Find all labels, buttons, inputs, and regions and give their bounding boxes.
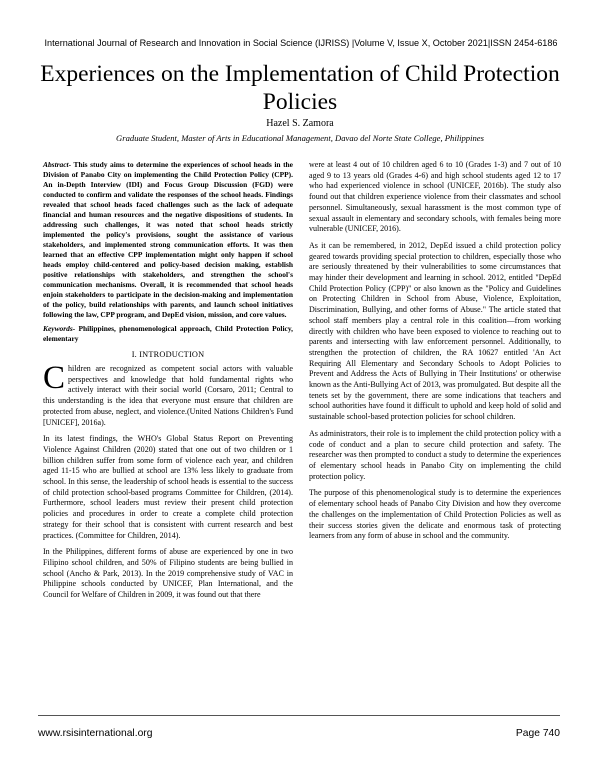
- author-affiliation: Graduate Student, Master of Arts in Educational Management, Davao del Norte State College, Philippines: [116, 133, 484, 143]
- footer-url-text[interactable]: www.rsisinternational.org: [38, 728, 153, 739]
- abstract-label: Abstract-: [43, 160, 72, 169]
- paper-title: Experiences on the Implementation of Child Protection Policies: [40, 61, 560, 115]
- intro-paragraph-7: The purpose of this phenomenological study is to determine the experiences of elementary school heads of Panabo City Division and how they overcome the challenges on the implementation of Child Protection Policies as well as their success stories given the delicate and enormous task of protecting learners from any form of abuse in school and the community.: [309, 488, 561, 541]
- intro-paragraph-5: As it can be remembered, in 2012, DepEd issued a child protection policy geared towards providing special protection to children, especially those who are seriously threatened by their vulnerabilities to some circumstances that may hinder their development and learning in school. 2012, entitled "DepEd Child Protection Policy (CPP)" or also known as the "Policy and Guidelines on Protecting Children in School from Abuse, Violence, Exploitation, Discrimination, Bullying, and other forms of Abuse." The article stated that school staff members play a central role in this coalition—from working directly with children who have been exposed to violence to reaching out to parents and intersecting with law enforcement personnel. Additionally, to strengthen the protection of children, the RA 10627 entitled 'An Act Requiring All Elementary and Secondary Schools to Adopt Policies to Prevent and Address the Acts of Bullying in Their Institutions' or otherwise known as the Anti-Bullying Act of 2013, was promulgated. But despite all the tenets set by the government, there are some indications that teachers and school authorities have found it difficult to uphold and keep hold of solid and sustainable school-based protection policies for school children.: [309, 240, 561, 422]
- keywords-label: Keywords-: [43, 324, 76, 333]
- keywords: [43, 324, 293, 344]
- intro-paragraph-2: In its latest findings, the WHO's Global Status Report on Preventing Violence Against Children (2020) stated that one out of two children or 1 billion children suffer from some form of violence each year, and children aged 11-15 who are bullied at school are 13% less likely to graduate from school. In this sense, the leadership of school heads is essential to the success of child protection school-based programs Committee for Children, (2014). Furthermore, school leaders must review their present child protection policies and procedures in order to create a complete child protection strategy for their school that is consistent with current research and best practices. (Committee for Children, 2014).: [43, 434, 293, 540]
- right-column: [309, 160, 561, 548]
- drop-cap: C: [43, 360, 66, 396]
- left-column: [43, 160, 293, 607]
- section-heading-introduction: I. INTRODUCTION: [131, 350, 205, 359]
- footer-website-link[interactable]: [38, 728, 152, 739]
- intro-paragraph-3: In the Philippines, different forms of abuse are experienced by one in two Filipino school children, and 50% of Filipino students are being bullied in school (Ancho & Park, 2013). In the 2019 comprehensive study of VAC in Philippine schools conducted by UNICEF, Plan International, and the Council for Welfare of Children in 2009, it was found out that there: [43, 547, 293, 600]
- abstract: [43, 160, 293, 320]
- footer-page-number: Page 740: [515, 728, 560, 739]
- intro-paragraph-1-text: hildren are recognized as competent social actors with valuable perspectives and knowledge that hold fundamental rights who actively interact with their social world (Corsaro, 2011; Central to this understanding is the idea that everyone must ensure that children are protected from abuse, neglect, and violence.(United Nations Children's Fund [UNICEF], 2016a).: [43, 364, 293, 427]
- intro-paragraph-6: As administrators, their role is to implement the child protection policy with a code of conduct and a plan to secure child protection and safety. The researcher was then prompted to conduct a study to determine the experiences of elementary school heads in Panabo City on implementing the child protection policy.: [309, 428, 561, 481]
- author-name: Hazel S. Zamora: [266, 118, 334, 129]
- keywords-text: Philippines, phenomenological approach, Child Protection Policy, elementary: [43, 324, 293, 343]
- footer-divider: [38, 715, 560, 716]
- journal-header: International Journal of Research and Innovation in Social Science (IJRISS) |Volume V, Issue X, October 2021|ISSN 2454-6186: [44, 38, 558, 48]
- abstract-text: This study aims to determine the experiences of school heads in the Division of Panabo City on implementing the Child Protection Policy (CPP). An in-Depth Interview (IDI) and Focus Group Discussion (FGD) were conducted to confirm and validate the responses of the school heads. Findings revealed that school heads faced challenges such as the lack of adequate financial and human resources and the negative dispositions of students. In addressing such challenges, it was noted that school heads strictly implemented the policy's provisions, sought the assistance of various stakeholders, and implemented strong communication efforts. It was then learned that an effective CPP implementation might only happen if school heads employ child-centered and policy-based decision making, establish positive relationships with stakeholders, and strengthen the school's communication mechanisms. Overall, it is recommended that school heads enjoin stakeholders to participate in the decision-making and implementation of the policy, build relationships with parents, and launch school initiatives following the law, CPP program, and DepEd vision, mission, and core values.: [43, 160, 293, 319]
- intro-paragraph-1: [43, 360, 293, 428]
- intro-paragraph-4: were at least 4 out of 10 children aged 6 to 10 (Grades 1-3) and 7 out of 10 aged 9 to 13 years old (Grades 4-6) and high school students aged 12 to 17 who had experienced violence in school (UNICEF, 2016b). The study also found out that children experience violence from their classmates and school personnel. Simultaneously, sexual harassment is the most common type of sexual assault in elementary and secondary schools, with females being more vulnerable (UNICEF, 2016).: [309, 160, 561, 234]
